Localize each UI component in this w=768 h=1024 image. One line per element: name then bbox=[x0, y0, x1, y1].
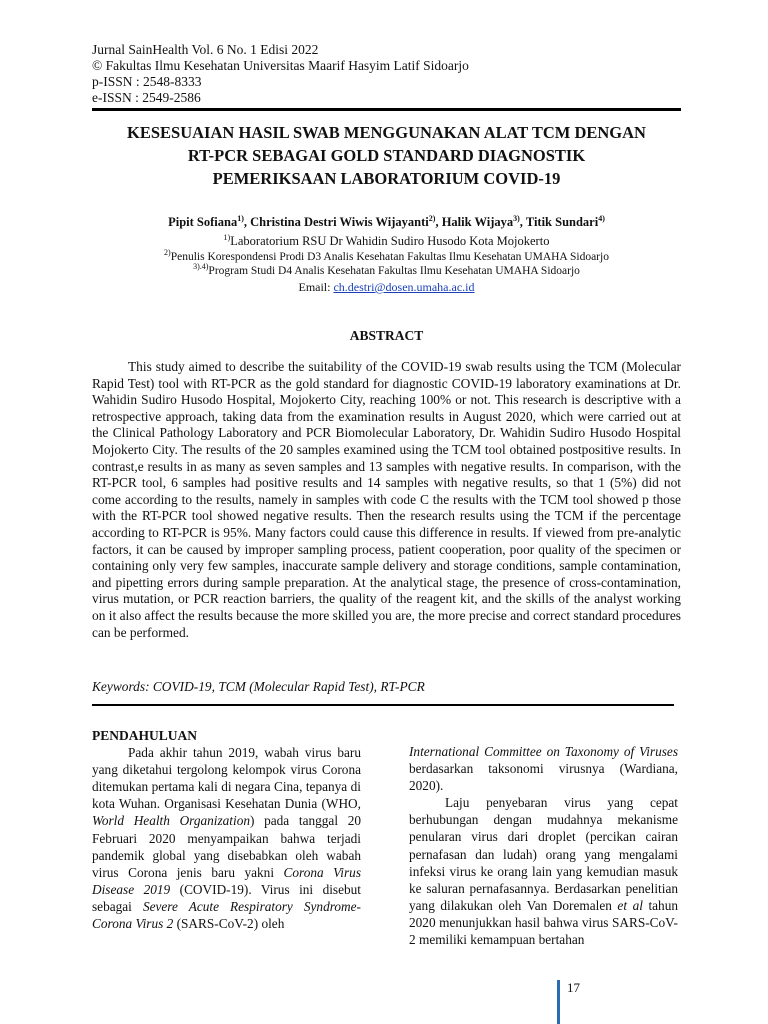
intro-paragraph: International Committee on Taxonomy of Viruses berdasarkan taksonomi virusnya (Wardiana, 2020). bbox=[409, 744, 678, 794]
title-line: RT-PCR SEBAGAI GOLD STANDARD DIAGNOSTIK bbox=[187, 146, 586, 165]
title-line: KESESUAIAN HASIL SWAB MENGGUNAKAN ALAT TCM DENGAN bbox=[127, 123, 646, 142]
author-list: Pipit Sofiana$^{1)}$, Christina Destri Wiwis Wijayanti$^{2)}$, Halik Wijaya$^{3)}$, Titik Sundari$^{4)}$ bbox=[168, 213, 605, 229]
author-sup: 2) bbox=[428, 213, 436, 223]
pissn: p-ISSN : 2548-8333 bbox=[92, 74, 202, 89]
intro-right-column bbox=[409, 743, 678, 948]
intro-left-column bbox=[92, 727, 361, 932]
abstract-body: This study aimed to describe the suitability of the COVID-19 swab results using the TCM (Molecular Rapid Test) tool with RT-PCR as the gold standard for diagnostic COVID-19 laboratory examinations at Dr. Wahidin Sudiro Husodo Hospital, Mojokerto City, reaching 100% or not. This research is descriptive with a retrospective approach, taking data from the examination results in August 2020, which were carried out at the Clinical Pathology Laboratory and PCR Biomolecular Laboratory, Dr. Wahidin Sudiro Husodo Hospital Mojokerto City. The results of the 20 samples examined using the TCM tool obtained postpositive results. In contrast,e results in as many as seven samples and 13 samples with negative results. In comparison, with the RT-PCR tool, 6 samples had positive results and 14 samples with negative results, so that 1 (5%) did not come according to the results, namely in samples with code C the results with the TCM tool showed p those with the RT-PCR tool showed negative results. Then the research results using the TCM if the percentage according to RT-PCR is 95%. Many factors could cause this difference in results. If viewed from pre-analytic factors, it can be caused by improper sampling process, patient cooperation, poor quality of the specimen or containing only very few samples, inaccurate sample delivery and storage conditions, sample contamination, and pipetting errors during sample preparation. At the analytical stage, the presence of cross-contamination, virus mutation, or PCR reaction barriers, the quality of the reagent kit, and the skills of the analyst working on it also affect the results because the more skilled you are, the more precise and correct standard procedures can be performed. bbox=[92, 359, 681, 640]
affiliation: $^{2)}$Penulis Korespondensi Prodi D3 Analis Kesehatan Fakultas Ilmu Kesehatan UMAHA Sidoarjo bbox=[164, 248, 609, 263]
title-line: PEMERIKSAAN LABORATORIUM COVID-19 bbox=[212, 169, 561, 188]
paper-title bbox=[92, 121, 681, 190]
abstract-heading: ABSTRACT bbox=[349, 328, 424, 343]
keywords: Keywords: COVID-19, TCM (Molecular Rapid Test), RT-PCR bbox=[92, 679, 425, 694]
author-name: Titik Sundari bbox=[525, 215, 599, 229]
email-label: Email: bbox=[298, 280, 334, 294]
journal-header bbox=[92, 42, 469, 106]
eissn: e-ISSN : 2549-2586 bbox=[92, 90, 201, 105]
author-name: Pipit Sofiana bbox=[168, 215, 238, 229]
correspondence-email bbox=[92, 280, 681, 295]
author-sup: 4) bbox=[598, 213, 605, 223]
section-heading: PENDAHULUAN bbox=[92, 728, 198, 743]
header-divider bbox=[92, 108, 681, 111]
author-sup: 1) bbox=[237, 213, 244, 223]
page-number-bar bbox=[557, 980, 560, 1024]
journal-name: Jurnal SainHealth Vol. 6 No. 1 Edisi 2022 bbox=[92, 42, 319, 57]
affiliation: $^{3).4)}$Program Studi D4 Analis Kesehatan Fakultas Ilmu Kesehatan UMAHA Sidoarjo bbox=[193, 262, 580, 277]
affiliation: $^{1)}$Laboratorium RSU Dr Wahidin Sudiro Husodo Kota Mojokerto bbox=[223, 232, 550, 248]
author-name: Halik Wijaya bbox=[441, 215, 514, 229]
intro-paragraph: Pada akhir tahun 2019, wabah virus baru yang diketahui tergolong kelompok virus Corona ditemukan pertama kali di negara Cina, tepanya di kota Wuhan. Organisasi Kesehatan Dunia (WHO, World Health Organization) pada tanggal 20 Februari 2020 menyampaikan bahwa terjadi pandemik global yang disebabkan oleh wabah virus Corona jenis baru yakni Corona Virus Disease 2019 (COVID-19). Virus ini disebut sebagai Severe Acute Respiratory Syndrome-Corona Virus 2 (SARS-CoV-2) oleh bbox=[92, 745, 362, 932]
page-number: 17 bbox=[567, 980, 580, 995]
section-divider bbox=[92, 704, 674, 706]
author-name: Christina Destri Wiwis Wijayanti bbox=[250, 215, 429, 229]
publisher: © Fakultas Ilmu Kesehatan Universitas Maarif Hasyim Latif Sidoarjo bbox=[92, 58, 469, 73]
author-sup: 3) bbox=[513, 213, 520, 223]
email-link[interactable]: ch.destri@dosen.umaha.ac.id bbox=[333, 280, 475, 294]
intro-paragraph: Laju penyebaran virus yang cepat berhubungan dengan mudahnya mekanisme penularan virus dari droplet (percikan cairan pernafasan dan ludah) orang yang mengalami infeksi virus ke orang lain yang kemudian masuk ke saluran pernafasannya. Berdasarkan penelitian yang dilakukan oleh Van Doremalen et al tahun 2020 menunjukkan hasil bahwa virus SARS-CoV-2 memiliki kemampuan bertahan bbox=[409, 795, 678, 948]
